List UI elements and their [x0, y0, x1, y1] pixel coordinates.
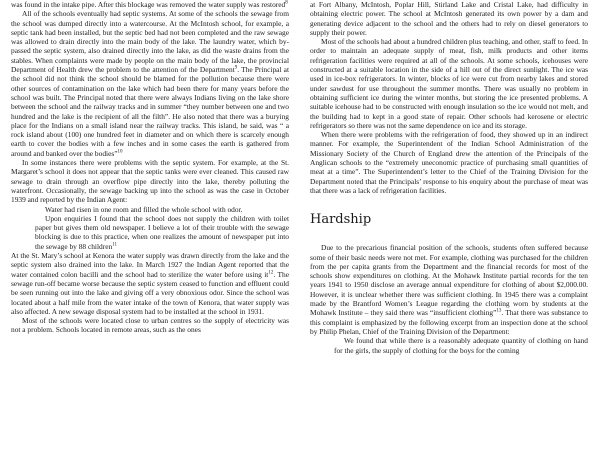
block-quote [35, 205, 289, 251]
paragraph: was found in the intake pipe. After this blockage was removed the water supply was restored$^8$ [11, 0, 288, 9]
quote-line: Water had risen in one room and filled the whole school with odor. [45, 204, 243, 214]
footnote-ref: 12 [268, 270, 274, 276]
left-column [11, 0, 289, 335]
paragraph: Due to the precarious financial position of the schools, students often suffered because some of their basic needs were not met. For example, clothing was purchased for the children from the per capita grants from the Department and the financial records for most of the schools show expenditures on clothing. At the Mohawk Institute partial records for the ten years 1941 to 1950 disclose an average annual expenditure for clothing of about $2,000.00. However, it is unclear whether there was sufficient clothing. In 1945 there was a complaint made by the Brantford Women’s League regarding the clothing worn by students at the Mohawk Institute – they said there was “insufficient clothing”$^{13}$. That there was substance to this complaint is emphasized by the following excerpt from an inspection done at the school by Philip Phelan, Chief of the Training Division of the Department: [310, 243, 588, 336]
paragraph: at Fort Albany, McIntosh, Poplar Hill, Stirland Lake and Cristal Lake, had difficulty in obtaining electric power. The school at McIntosh generated its own power by a dam and generating device adjacent to the school and the others had to rely on diesel generators to supply their power. [310, 0, 588, 37]
paragraph: Most of the schools were located close to urban centres so the supply of electricity was not a problem. Schools located in remote areas, such as the ones [11, 316, 289, 335]
paragraph: Most of the schools had about a hundred children plus teaching, and other, staff to feed. In order to maintain an adequate supply of meat, fish, milk products and other items refrigeration facilities were required at all of the schools. At some schools, icehouses were constructed at a suitable location in the side of a hill out of the direct sunlight. The ice was used in ice-box refrigerators. In winter, blocks of ice were cut from nearby lakes and stored under sawdust for use throughout the summer months. There was usually no problem in obtaining sufficient ice during the winter months, but storing the ice presented problems. A suitable icehouse had to be constructed with enough insulation so the ice would not melt, and the building had to kept in a good state of repair. Other schools had kerosene or electric refrigerators so there was not the same dependence on ice and its storage. [310, 37, 588, 130]
paragraph: At the St. Mary’s school at Kenora the water supply was drawn directly from the lake and the septic system also drained into the lake. In March 1927 the Indian Agent reported that the water contained colon bacilli and the school had to sterilize the water before using $it^{12}$. The sewage run-off became worse because the septic system ceased to function and effluent could be seen running out into the lake and giving off a very obnoxious odor. Since the school was located about a half mile from the water intake of the town of Kenora, that water supply was also affected. A new sewage disposal system had to be installed at the school in 1931. [11, 251, 289, 316]
quote-line: Upon enquiries I found that the school does not supply the children with toilet paper but gives them old newspaper. I believe a lot of their trouble with the sewage blocking is due to this practice, when one realizes the amount of newspaper put into the sewage by 88 children$^{11}$ [35, 213, 289, 251]
paragraph: When there were problems with the refrigeration of food, they showed up in an indirect manner. For example, the Superintendent of the Indian School Administration of the Missionary Society of the Church of England drew the attention of the Principals of the Anglican schools to the “extremely uneconomic practice of purchasing small quantities of meat at a time”. The Superintendent’s letter to the Chief of the Training Division for the Department noted that the Principals’ response to his enquiry about the purchase of meat was that there was a lack of refrigeration facilities. [310, 130, 588, 195]
paragraph: In some instances there were problems with the septic system. For example, at the St. Margaret’s school it does not appear that the septic tanks were ever cleaned. This caused raw sewage to drain through an overflow pipe directly into the lake, thereby polluting the waterfront. Occasionally, the sewage backing up into the school as was the case in October 1939 and reported by the Indian Agent: [11, 158, 289, 205]
section-heading: Hardship [310, 212, 372, 228]
footnote-ref: 13 [496, 308, 502, 314]
footnote-ref: 10 [117, 149, 123, 155]
block-quote [334, 336, 588, 355]
quote-line: We found that while there is a reasonably adequate quantity of clothing on hand for the girls, the supply of clothing for the boys for the coming [334, 336, 588, 355]
footnote-ref: 9 [234, 65, 238, 71]
footnote-ref: 11 [112, 242, 117, 248]
footnote-ref: 8 [285, 0, 288, 6]
right-column [310, 0, 588, 355]
paragraph: All of the schools eventually had septic systems. At some of the schools the sewage from the school was dumped directly into a watercourse. At the McIntosh school, for example, a septic tank had been installed, but the septic bed had not been completed and the raw sewage was allowed to drain directly into the main body of the lake. The laundry water, which by-passed the septic system, also drained directly into the lake, as did the waste drains from the stables. When complaints were made by people on the main body of the lake, the provincial Department of Health drew the problem to the attention of the Department$^9$. The Principal at the school did not think the school should be blamed for the pollution because there were other sources of contamination on the lake which had been there for many years before the school was built. The Principal noted that there were always Indians living on the lake shore between the school and the railway tracks and in summer “they number between one and two hundred and the lake is the recipient of all the filth”. He also noted that there was a burying place for the Indians on a small island near the railway tracks. This island, he said, was “ a rock island about (100) one hundred feet in diameter and on which there is scarcely enough earth to cover the bodies with a few inches and in some cases the earth is gathered from around and banked over the bodies”$^{10}$ [11, 9, 289, 158]
